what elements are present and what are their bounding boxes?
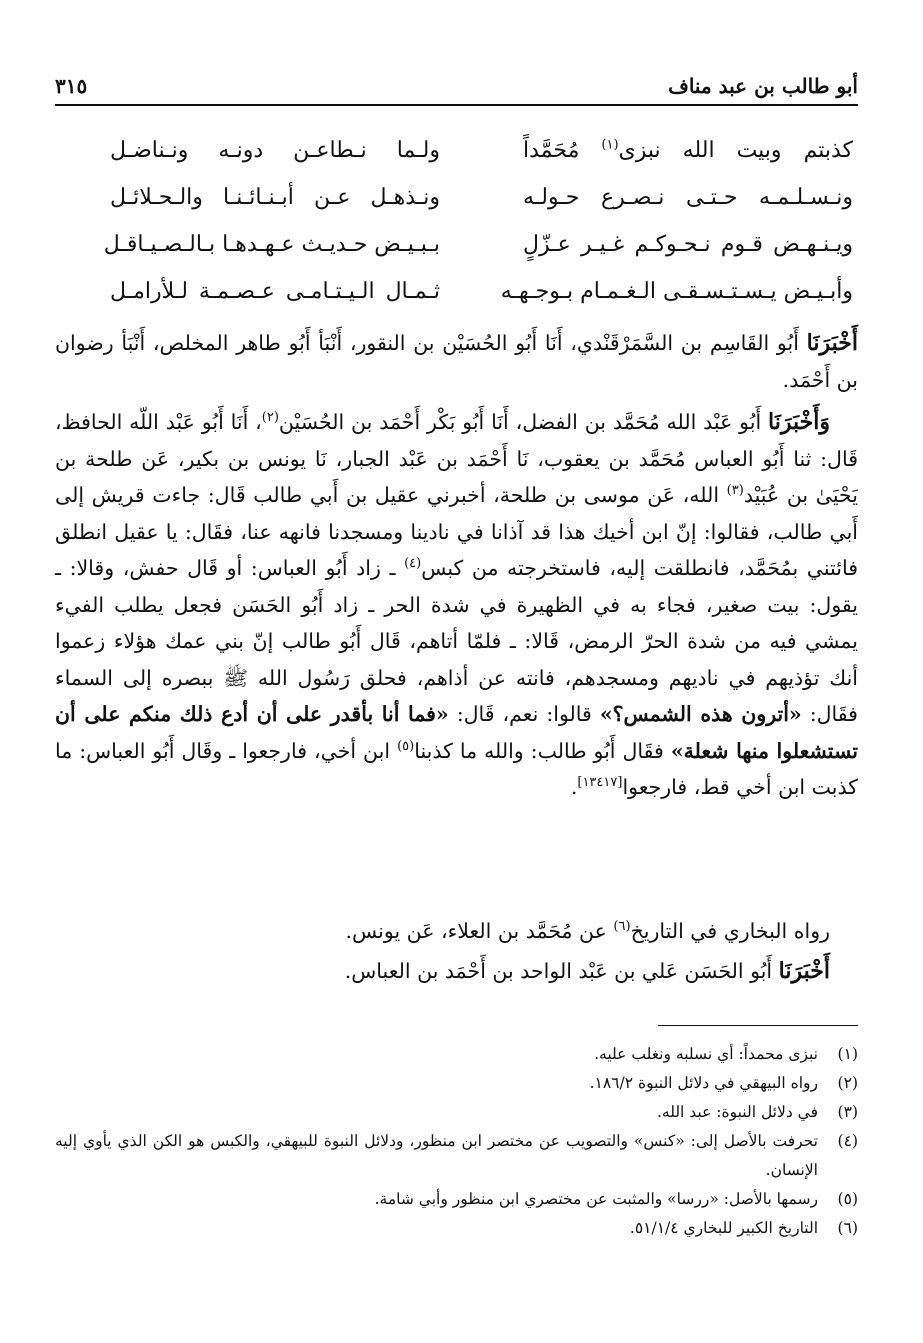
footnote-item	[55, 1098, 858, 1127]
paragraph-text: ابن أخي، فارجعوا ـ وقَال أَبُو العباس: ما كذبت ابن أخي قط، فارجعوا	[55, 738, 858, 799]
footnote-separator	[658, 1025, 858, 1026]
verse-second-hemistich: ولـما نـطاعـن دونـه ونـناضـل	[110, 138, 440, 163]
attribution-line: رواه البخاري في التاريخ$^{(٦)}$ عن مُحَمَّد بن العلاء، عَن يونس.	[345, 919, 830, 943]
footnote-item	[55, 1040, 858, 1069]
footnote-number: (٥)	[837, 1190, 858, 1208]
footnote-item	[55, 1214, 858, 1243]
narration-keyword: أَخْبَرَنَا	[806, 330, 858, 356]
footnote-text: نبزى محمداً: أي نسلبه ونغلب عليه.	[594, 1045, 818, 1063]
paragraph-text: ، أَنَا أَبُو عَبْد اللّه الحافظ، قَال: ثنا أَبُو العباس مُحَمَّد بن يعقوب، نَا أَحْمَد بن عَبْد الجبار، نَا يونس بن بكير، عَن طلحة بن يَحْيَىٰ بن عُبَيْد	[55, 410, 858, 507]
footnote-text: تحرفت بالأصل إلى: «كنس» والتصويب عن مختصر ابن منظور، ودلائل النبوة للبيهقي، والكبس هو الكن الذي يأوي إليه الإنسان.	[55, 1132, 818, 1179]
footnote-marker: (٥)	[397, 738, 415, 754]
narration-keyword: وَأَخْبَرَنَا	[768, 409, 830, 435]
verse-first-hemistich: ويـنـهـض قـوم نـحـوكـم غـيـر عـزّلٍ	[523, 232, 853, 257]
hadith-reference-number: [١٣٤١٧]	[577, 775, 623, 791]
prophet-quote: «أترون هذه الشمس؟»	[599, 702, 802, 726]
narration-keyword: أَخْبَرَنَا	[778, 958, 830, 984]
verse-second-hemistich: بـبـيـض حـديـث عـهـدهـا بـالـصـيـاقـل	[103, 232, 440, 257]
paragraph-text: الله، عَن موسى بن طلحة، أخبرني عقيل بن أَبي طالب قَال: جاءت قريش إلى أَبي طالب، فقالوا: إنّ ابن أخيك هذا قد آذانا في نادينا ومسجدنا فانهه عنا، فقَال: يا عقيل انطلق فائتني بمُحَمَّد، فانطلقت إليه، فاستخرجته من كبس	[55, 483, 858, 580]
running-title: أبو طالب بن عبد مناف	[668, 74, 858, 98]
poem-verse	[103, 232, 853, 279]
paragraph-text: أَبُو القَاسِم بن السَّمَرْقَنْدي، أَنَا أَبُو الحُسَيْن بن النقور، أَنْبَأ أَبُو طاهر المخلص، أَنْبَأ رضوان بن أَحْمَد.	[55, 331, 858, 392]
poem-verse	[110, 138, 853, 185]
running-header	[55, 62, 858, 106]
footnote-marker: (١)	[601, 137, 619, 153]
footnote-marker: (٦)	[613, 919, 631, 935]
prophet-quote: «فما أنا بأقدر على أن أدع ذلك منكم على أن تستشعلوا منها شعلة»	[55, 702, 858, 763]
verse-first-hemistich: ونـسـلـمـه حـتـى نـصـرع حـولـه	[523, 185, 853, 210]
footnote-item	[55, 1069, 858, 1098]
verse-first-hemistich: كذبتم وبيت الله نبزى$^{(١)}$ مُحَمَّداً	[523, 137, 853, 163]
paragraph-text: ـ زاد أَبُو العباس: أو قَال حفش، وقالا: ـ يقول: بيت صغير، فجاء به في الظهيرة في شدة الحر ـ زاد أَبُو الحَسَن فجعل يطلب الفيء يمشي فيه من شدة الحرّ الرمض، قَالا: ـ فلمّا أتاهم، قَال أَبُو طالب إنّ بني عمك هؤلاء زعموا أنك تؤذيهم في ناديهم ومسجدهم، فانته عن أذاهم، فحلق رَسُول الله ﷺ ببصره إلى السماء فقَال:	[55, 556, 858, 726]
paragraph-text: قالوا: نعم، قَال:	[456, 702, 592, 726]
footnote-marker: (٢)	[261, 410, 279, 426]
verse-first-hemistich: وأبـيـض يـسـتـسـقـى الـغـمـام بـوجـهـه	[500, 279, 853, 304]
verse-second-hemistich: ثـمـال الـيـتـامـى عـصـمـة لـلأرامـل	[110, 279, 440, 304]
poem	[103, 137, 853, 326]
footnote-number: (١)	[837, 1045, 858, 1063]
page-number: ٣١٥	[55, 74, 88, 98]
footnote-text: رواه البيهقي في دلائل النبوة ١٨٦/٢.	[589, 1074, 818, 1092]
footnote-text: رسمها بالأصل: «ررسا» والمثبت عن مختصري ابن منظور وأبي شامة.	[374, 1190, 818, 1208]
footnote-marker: (٤)	[404, 556, 422, 572]
footnote-text: في دلائل النبوة: عبد الله.	[656, 1103, 818, 1121]
isnad-line: أَخْبَرَنَا أَبُو الحَسَن عَلي بن عَبْد الواحد بن أَحْمَد بن العباس.	[344, 958, 830, 984]
paragraph-text: أَبُو عَبْد الله مُحَمَّد بن الفضل، أَنَا أَبُو بَكْر أَحْمَد بن الحُسَيْن	[278, 410, 762, 434]
paragraph-hadith: وَأَخْبَرَنَا أَبُو عَبْد الله مُحَمَّد بن الفضل، أَنَا أَبُو بَكْر أَحْمَد بن الحُسَيْن$^{(٢)}$، أَنَا أَبُو عَبْد اللّه الحافظ، قَال: ثنا أَبُو العباس مُحَمَّد بن يعقوب، نَا أَحْمَد بن عَبْد الجبار، نَا يونس بن بكير، عَن طلحة بن يَحْيَىٰ بن عُبَيْد$^{(٣)}$ الله، عَن موسى بن طلحة، أخبرني عقيل بن أَبي طالب قَال: جاءت قريش إلى أَبي طالب، فقالوا: إنّ ابن أخيك هذا قد آذانا في نادينا ومسجدنا فانهه عنا، فقَال: يا عقيل انطلق فائتني بمُحَمَّد، فانطلقت إليه، فاستخرجته من كبس$^{(٤)}$ ـ زاد أَبُو العباس: أو قَال حفش، وقالا: ـ يقول: بيت صغير، فجاء به في الظهيرة في شدة الحر ـ زاد أَبُو الحَسَن فجعل يطلب الفيء يمشي فيه من شدة الحرّ الرمض، قَالا: ـ فلمّا أتاهم، قَال أَبُو طالب إنّ بني عمك هؤلاء زعموا أنك تؤذيهم في ناديهم ومسجدهم، فانته عن أذاهم، فحلق رَسُول الله ﷺ ببصره إلى السماء فقَال: «أترون هذه الشمس؟» قالوا: نعم، قَال: «فما أنا بأقدر على أن أدع ذلك منكم على أن تستشعلوا منها شعلة» فقَال أَبُو طالب: والله ما كذبنا$^{(٥)}$ ابن أخي، فارجعوا ـ وقَال أَبُو العباس: ما كذبت ابن أخي قط، فارجعوا[١٣٤١٧].	[55, 409, 858, 799]
poem-verse	[110, 185, 853, 232]
footnote-number: (٣)	[837, 1103, 858, 1121]
footnote-number: (٦)	[837, 1219, 858, 1237]
footnotes	[55, 1040, 858, 1243]
paragraph-text: فقَال أَبُو طالب: والله ما كذبنا	[414, 738, 664, 763]
footnote-marker: (٣)	[726, 483, 744, 499]
footnote-item	[55, 1127, 858, 1185]
verse-second-hemistich: ونـذهـل عـن أبـنـائـنـا والـحـلائـل	[110, 185, 440, 210]
footnote-number: (٤)	[837, 1132, 858, 1150]
footnote-item	[55, 1185, 858, 1214]
paragraph-attribution	[55, 911, 858, 991]
footnote-text: التاريخ الكبير للبخاري ٥١/١/٤.	[629, 1219, 818, 1237]
footnote-number: (٢)	[837, 1074, 858, 1092]
paragraph-isnad-1	[55, 325, 858, 398]
poem-verse	[110, 279, 853, 326]
